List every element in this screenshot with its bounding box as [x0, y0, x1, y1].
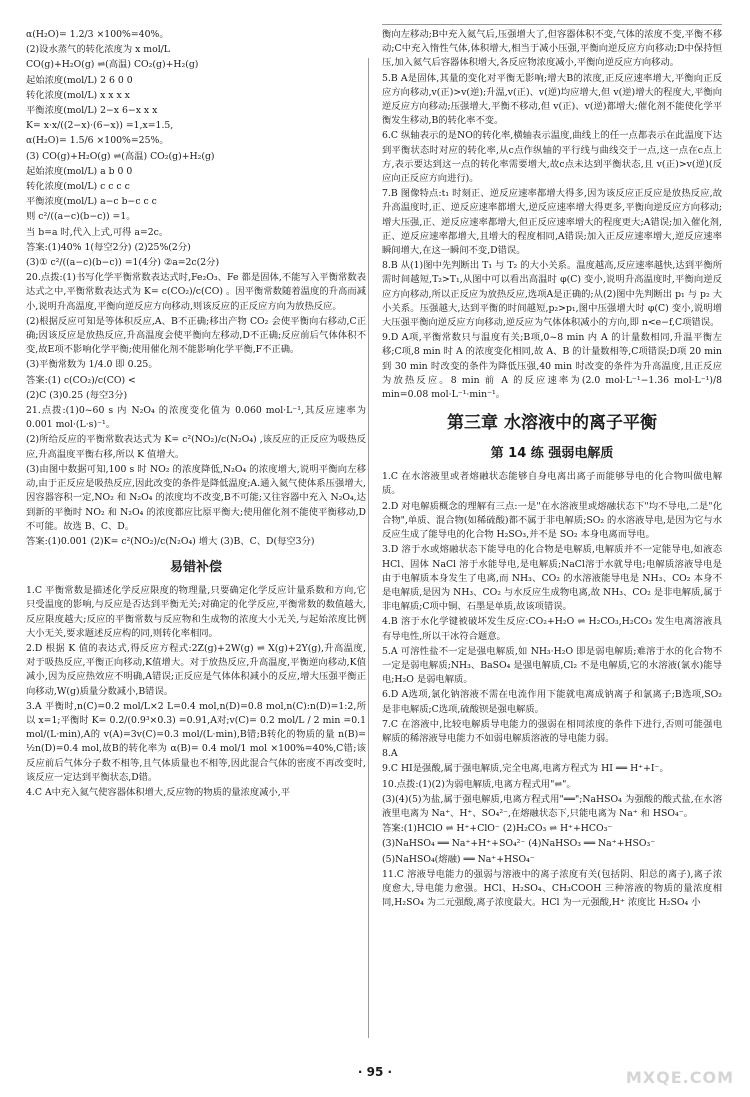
paragraph: (2)设水蒸气的转化浓度为 x mol/L	[26, 44, 170, 56]
paragraph: 2.D 对电解质概念的理解有三点:一是"在水溶液里或熔融状态下"均不导电,二是"化合物",单质、混合物(如稀硫酸)都不属于非电解质;SO₂ 的水溶液导电,是因为它与水反应生成了能导电的化合物 H₂SO₃,并不是 SO₂ 本身电离而导电。	[382, 500, 722, 541]
paragraph: 平衡浓度(mol/L) a−c b−c c c	[26, 196, 157, 208]
paragraph: 3.A 平衡时,n(C)=0.2 mol/L×2 L=0.4 mol,n(D)=0.8 mol,n(C):n(D)=1:2,所以 x=1;平衡时 K= 0.2/(0.9³×0.3) =0.91,A对;v(C)= 0.2 mol/L / 2 min =0.1 mol/(L·min),A的 v(A)=3v(C)=0.3 mol/(L·min),B错;B转化的物质的量 n(B)= ½n(D)=0.4 mol,故B的转化率为 α(B)= 0.4 mol/1 mol ×100%=40%,C错;该反应前后气体分子数不相等,且气体质量也不相等,因此混合气体的密度不再改变时,该反应一定达到平衡状态,D错。	[26, 700, 366, 783]
paragraph: (2)C (3)0.25 (每空3分)	[26, 389, 128, 401]
paragraph: 7.B 图像特点:t₁ 时刻正、逆反应速率都增大得多,因为该反应正反应是放热反应,故升高温度时,正、逆反应速率都增大,逆反应速率增大得更多,平衡向逆反应方向移动;增大压强,正、逆反应速率都增大,但正反应速率增大的程度更大;A错误;加入催化剂,正、逆反应速率都增大,且增大的程度相同,A错误;加入正反应速率增大,逆反应速率瞬间增大,在这一瞬间不变,D错误。	[382, 188, 722, 257]
paragraph: 8.A	[382, 748, 398, 760]
paragraph: 6.C 纵轴表示的是NO的转化率,横轴表示温度,曲线上的任一点都表示在此温度下达到平衡状态时对应的转化率,从c点作纵轴的平行线与曲线交于一点,这一点在c点上方,表示要达到这一点的转化率需要增大,故c点未达到平衡状态,且 v(正)>v(逆)(反应向正反应方向进行)。	[382, 130, 722, 185]
paragraph: α(H₂O)= 1.2/3 ×100%=40%。	[26, 29, 169, 40]
watermark-logo	[624, 1017, 734, 1087]
paragraph: α(H₂O)= 1.5/6 ×100%=25%。	[26, 135, 169, 147]
paragraph: 当 b=a 时,代入上式,可得 a=2c。	[26, 226, 169, 238]
section-heading-easy: 易错补偿	[169, 560, 222, 576]
paragraph: 2.D 根据 K 值的表达式,得反应方程式:2Z(g)+2W(g) ⇌ X(g)+2Y(g),升高温度,对于吸热反应,平衡正向移动,K值增大。对于放热反应,升高温度,平衡逆向移动,K值减小,因为反应热效应不明确,A错误;正反应是气体体积减小的反应,增大压强平衡正向移动,W(g)质量分数减小,B错误。	[26, 642, 366, 697]
paragraph: 4.B 溶于水化学键被破坏发生反应:CO₂+H₂O ⇌ H₂CO₃,H₂CO₃ 发生电离溶液具有导电性,所以干冰符合题意。	[382, 616, 722, 642]
paragraph: 1.C 在水溶液里或者熔融状态能够自身电离出离子而能够导电的化合物叫做电解质。	[382, 471, 722, 497]
paragraph: 20.点拨:(1)书写化学平衡常数表达式时,Fe₂O₃、Fe 都是固体,不能写入平衡常数表达式之中,平衡常数表达式为 K= c(CO₂)/c(CO) 。因平衡常数随着温度的升高而减小,说明升高温度,平衡向逆反应方向移动,则该反应的正反应方向为放热反应。	[26, 272, 366, 312]
paragraph: 衡向左移动;B中充入氦气后,压强增大了,但容器体积不变,气体的浓度不变,平衡不移动;C中充入惰性气体,体积增大,相当于减小压强,平衡向逆反应方向移动;D中保持恒压,加入氦气后容器体积增大,各反应物浓度减小,平衡向逆反应方向移动。	[382, 29, 722, 69]
paragraph: 5.A 可溶性盐不一定是强电解质,如 NH₃·H₂O 即是弱电解质;难溶于水的化合物不一定是弱电解质;NH₃、BaSO₄ 是强电解质,Cl₂ 不是电解质,它的水溶液(氯水)能导电;H₂O 是弱电解质。	[382, 645, 722, 686]
paragraph: 答案:(1)0.001 (2)K= c²(NO₂)/c(N₂O₄) 增大 (3)B、C、D(每空3分)	[26, 535, 315, 547]
paragraph: 6.D A选项,氯化钠溶液不需在电流作用下能就电离成钠离子和氯离子;B选项,SO₂ 是非电解质;C选项,硫酸钡是强电解质。	[382, 689, 722, 715]
paragraph: 4.C A中充入氦气使容器体积增大,反应物的物质的量浓度减小,平	[26, 786, 290, 798]
paragraph: (3)NaHSO₄ ══ Na⁺+H⁺+SO₄²⁻ (4)NaHSO₃ ══ Na⁺+HSO₃⁻	[382, 838, 656, 850]
paragraph: 转化浓度(mol/L) c c c c	[26, 181, 130, 193]
paragraph: 起始浓度(mol/L) a b 0 0	[26, 165, 133, 177]
paragraph: 1.C 平衡常数是描述化学反应限度的物理量,只要确定化学反应计量系数和方向,它只受温度的影响,与反应是否达到平衡无关;对确定的化学反应,平衡常数的数值越大,反应限度越大;反应的平衡常数与反应物和生成物的浓度大小无关,与起始浓度比例大小无关,要求题述反应构的同,则转化率相同。	[26, 585, 366, 639]
right-column	[382, 28, 722, 911]
paragraph: 答案:(1)40% 1(每空2分) (2)25%(2分)	[26, 241, 191, 253]
paragraph: (3) CO(g)+H₂O(g) ⇌(高温) CO₂(g)+H₂(g)	[26, 150, 215, 162]
paragraph: (3)由图中数据可知,100 s 时 NO₂ 的浓度降低,N₂O₄ 的浓度增大,说明平衡向左移动,由于正反应是吸热反应,因此改变的条件是降低温度;A.通入氦气使体系压强增大,因容器容积一定,NO₂ 和 N₂O₄ 的浓度均不改变,B不可能;又往容器中充入 N₂O₄,达到新的平衡时 NO₂ 和 N₂O₄ 的浓度都应比原平衡大;使用催化剂不能使平衡移动,D不可能。故选 B、C、D。	[26, 463, 366, 532]
paragraph: 转化浓度(mol/L) x x x x	[26, 89, 130, 101]
paragraph: 7.C 在溶液中,比较电解质导电能力的强弱在相同浓度的条件下进行,否则可能强电解质的稀溶液导电能力不如弱电解质溶液的导电能力弱。	[382, 718, 722, 744]
paragraph: (3)(4)(5)为盐,属于强电解质,电离方程式用"══";NaHSO₄ 为强酸的酸式盐,在水溶液里电离为 Na⁺、H⁺、SO₄²⁻,在熔融状态下,只能电离为 Na⁺ 和 HSO₄⁻。	[382, 793, 722, 819]
paragraph: (5)NaHSO₄(熔融) ══ Na⁺+HSO₄⁻	[382, 853, 535, 865]
paragraph: K= x·x/((2−x)·(6−x)) =1,x=1.5,	[26, 120, 174, 132]
paragraph: 则 c²/((a−c)(b−c)) =1。	[26, 211, 136, 223]
chapter-heading: 第三章 水溶液中的离子平衡	[447, 413, 657, 434]
left-column	[26, 28, 366, 801]
paragraph: 5.B A是固体,其量的变化对平衡无影响;增大B的浓度,正反应速率增大,平衡向正反应方向移动,v(正)>v(逆);升温,v(正)、v(逆)均应增大,但 v(逆)增大的程度大,平衡向逆反应方向移动;压强增大,平衡不移动,但 v(正)、v(逆)都增大;催化剂不能使化学平衡发生移动,B的转化率不变。	[382, 72, 722, 127]
paragraph: 3.D 溶于水或熔融状态下能导电的化合物是电解质,电解质并不一定能导电,如液态 HCl、固体 NaCl 溶于水能导电,是电解质;NaCl溶于水就导电;电解质溶液导电是由于电解质本身发生了电离,而 NH₃、CO₂ 的水溶液能导电是 NH₃、CO₂ 本身不是电解质,是因为 NH₃、CO₂ 与水反应生成物电离,故 NH₃、CO₂ 是非电解质,属于非电解质;C项中铜、石墨是单质,故该项错误。	[382, 544, 722, 613]
top-rule	[382, 24, 722, 25]
paragraph: 答案:(1)HClO ⇌ H⁺+ClO⁻ (2)H₂CO₃ ⇌ H⁺+HCO₃⁻	[382, 823, 613, 835]
watermark-text: MXQE.COM	[625, 1068, 734, 1087]
paragraph: 平衡浓度(mol/L) 2−x 6−x x x	[26, 105, 158, 117]
lesson-heading: 第 14 练 强弱电解质	[490, 446, 614, 462]
paragraph: 8.B 从(1)图中先判断出 T₁ 与 T₂ 的大小关系。温度越高,反应速率越快,达到平衡所需时间越短,T₂>T₁,从图中可以看出高温时 φ(C) 变小,说明升高温度时,平衡向逆反应方向移动,所以正反应为放热反应,选项A是正确的;从(2)图中先判断出 p₁ 与 p₂ 大小关系。压强越大,达到平衡的时间越短,p₂>p₁,图中压强增大时 φ(C) 变小,说明增大压强平衡向逆反应方向移动,逆反应为气体体积减小的方向,即 n<e−f,C项错误。	[382, 260, 722, 329]
page-number: · 95 ·	[357, 1065, 393, 1079]
paragraph: 起始浓度(mol/L) 2 6 0 0	[26, 74, 133, 86]
paragraph: 21.点拨:(1)0~60 s 内 N₂O₄ 的浓度变化值为 0.060 mol·L⁻¹,其反应速率为 0.001 mol·(L·s)⁻¹。	[26, 405, 366, 431]
paragraph: 答案:(1) c(CO₂)/c(CO) <	[26, 374, 136, 386]
paragraph: (2)所给反应的平衡常数表达式为 K= c²(NO₂)/c(N₂O₄) ,该反应的正反应为吸热反应,升高温度平衡右移,所以 K 值增大。	[26, 434, 366, 460]
paragraph: (2)根据反应可知是等体积反应,A、B不正确;移出产物 CO₂ 会使平衡向右移动,C正确;因该反应是放热反应,升高温度会使平衡向左移动,D不正确;反应前后气体体积不变,故E项不影响化学平衡;使用催化剂不能影响化学平衡,F不正确。	[26, 315, 366, 356]
paragraph: 9.C HI是强酸,属于强电解质,完全电离,电离方程式为 HI ══ H⁺+I⁻。	[382, 763, 669, 775]
paragraph: (3)① c²/((a−c)(b−c)) =1(4分) ②a=2c(2分)	[26, 257, 220, 269]
paragraph: (3)平衡常数为 1/4.0 即 0.25。	[26, 359, 158, 371]
paragraph: 10.点拨:(1)(2)为弱电解质,电离方程式用"⇌"。	[382, 778, 576, 790]
paragraph: 11.C 溶液导电能力的强弱与溶液中的离子浓度有关(包括阴、阳总的离子),离子浓度愈大,导电能力愈强。HCl、H₂SO₄、CH₃COOH 三种溶液的物质的量浓度相同,H₂SO₄ 为二元强酸,离子浓度最大。HCl 为一元强酸,H⁺ 浓度比 H₂SO₄ 小	[382, 868, 722, 909]
paragraph: CO(g)+H₂O(g) ⇌(高温) CO₂(g)+H₂(g)	[26, 59, 199, 71]
paragraph: 9.D A项,平衡常数只与温度有关;B项,0~8 min 内 A 的计量数相同,升温平衡左移;C项,8 min 时 A 的浓度变化相同,故 A、B 的计量数相等,C项错误;D项 20 min 到 30 min 时改变的条件为降低压强,40 min 时改变的条件为升高温度,且正反应为放热反应。8 min 前 A 的反应速率为(2.0 mol·L⁻¹−1.36 mol·L⁻¹)/8 min=0.08 mol·L⁻¹·min⁻¹。	[382, 332, 722, 401]
column-divider	[368, 58, 369, 1038]
